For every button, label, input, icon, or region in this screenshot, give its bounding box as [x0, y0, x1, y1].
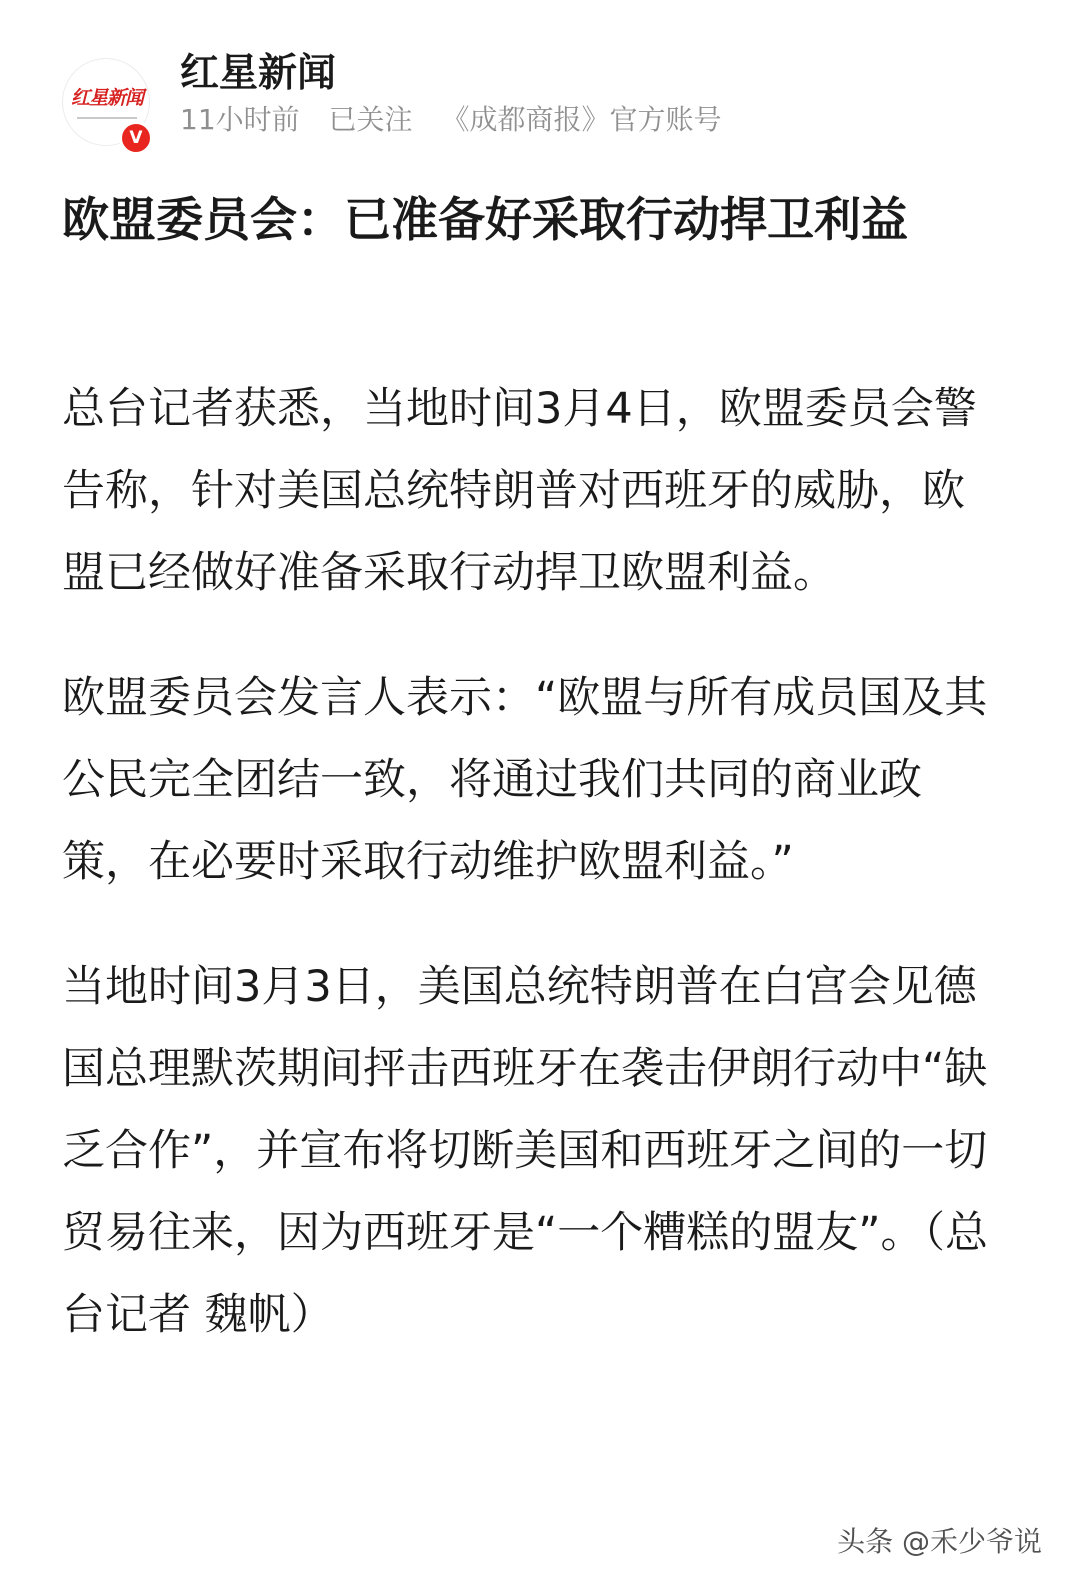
- account-avatar[interactable]: [62, 58, 150, 146]
- verified-icon: V: [119, 121, 153, 155]
- logo-divider: [77, 117, 137, 119]
- account-description: 《成都商报》官方账号: [441, 103, 722, 136]
- article-paragraph: 欧盟委员会发言人表示：“欧盟与所有成员国及其公民完全团结一致，将通过我们共同的商业政策，在必要时采取行动维护欧盟利益。”: [62, 673, 988, 887]
- article-title: 欧盟委员会：已准备好采取行动捍卫利益: [62, 193, 908, 248]
- publish-time: 11小时前: [180, 103, 300, 136]
- article-body: [62, 368, 1002, 1399]
- follow-status[interactable]: 已关注: [328, 103, 413, 136]
- account-meta: [180, 98, 741, 138]
- account-logo: 红星新闻: [70, 87, 143, 109]
- account-header: [62, 38, 1042, 148]
- article-paragraph: 当地时间3月3日，美国总统特朗普在白宫会见德国总理默茨期间抨击西班牙在袭击伊朗行动中“缺乏合作”，并宣布将切断美国和西班牙之间的一切贸易往来，因为西班牙是“一个糟糕的盟友”。（总台记者 魏帆）: [62, 962, 989, 1340]
- article-paragraph: 总台记者获悉，当地时间3月4日，欧盟委员会警告称，针对美国总统特朗普对西班牙的威胁，欧盟已经做好准备采取行动捍卫欧盟利益。: [62, 384, 977, 598]
- source-watermark: 头条 @禾少爷说: [837, 1525, 1042, 1558]
- account-name[interactable]: 红星新闻: [180, 51, 337, 96]
